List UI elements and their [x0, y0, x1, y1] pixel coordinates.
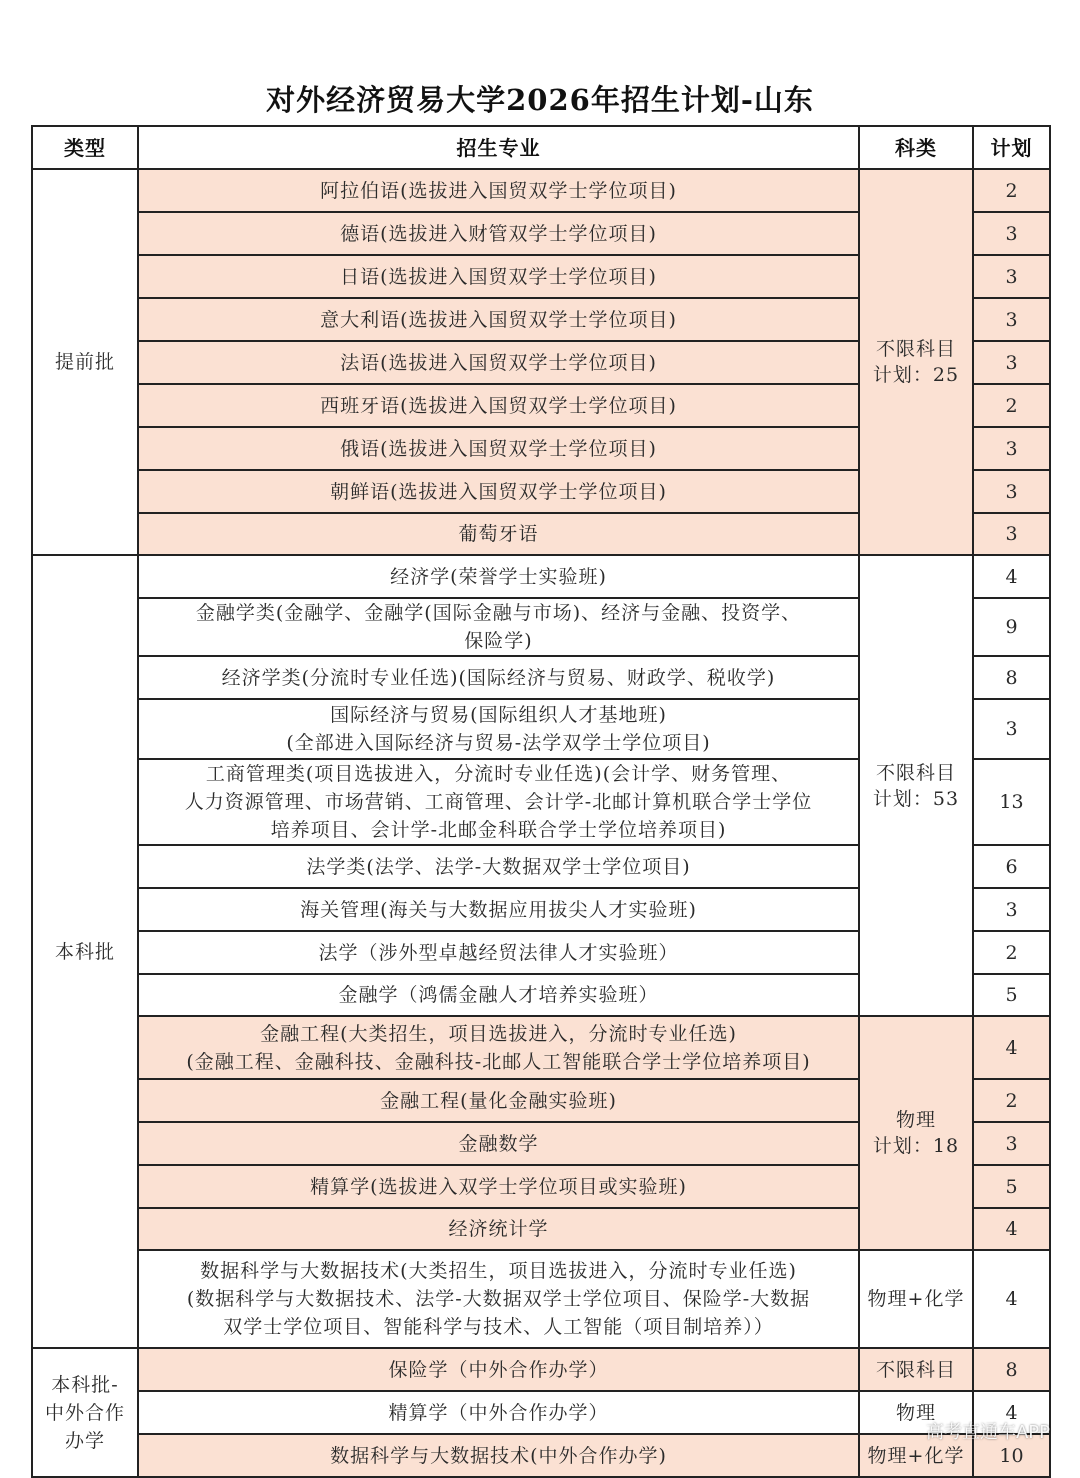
plan-cell: 2 — [973, 931, 1050, 974]
major-cell: 精算学（中外合作办学） — [138, 1391, 859, 1434]
table-header-row — [32, 126, 1050, 169]
major-cell: 法学（涉外型卓越经贸法律人才实验班） — [138, 931, 859, 974]
plan-cell: 3 — [973, 1122, 1050, 1165]
page-title: 对外经济贸易大学2026年招生计划-山东 — [266, 83, 814, 117]
major-cell: 金融工程(大类招生，项目选拔进入，分流时专业任选) (金融工程、金融科技、金融科技-北邮人工智能联合学士学位培养项目) — [138, 1016, 859, 1079]
plan-cell: 9 — [973, 598, 1050, 656]
major-cell: 阿拉伯语(选拔进入国贸双学士学位项目) — [138, 169, 859, 212]
plan-cell: 8 — [973, 1348, 1050, 1391]
plan-cell: 6 — [973, 845, 1050, 888]
table-row — [32, 555, 1050, 598]
header-subject: 科类 — [859, 126, 973, 169]
plan-cell: 13 — [973, 759, 1050, 845]
plan-cell: 2 — [973, 384, 1050, 427]
major-cell: 数据科学与大数据技术(大类招生，项目选拔进入，分流时专业任选) (数据科学与大数据技术、法学-大数据双学士学位项目、保险学-大数据 双学士学位项目、智能科学与技术、人工智能（项目制培养）） — [138, 1250, 859, 1348]
plan-cell: 3 — [973, 255, 1050, 298]
plan-cell: 3 — [973, 513, 1050, 555]
subject-cell: 不限科目 计划：53 — [859, 555, 973, 1016]
subject-cell: 物理+化学 — [859, 1434, 973, 1477]
major-cell: 俄语(选拔进入国贸双学士学位项目) — [138, 427, 859, 470]
plan-cell: 4 — [973, 1208, 1050, 1250]
plan-cell: 3 — [973, 888, 1050, 931]
plan-cell: 3 — [973, 427, 1050, 470]
table-row — [32, 1434, 1050, 1477]
group-early: 提前批 — [32, 169, 138, 555]
major-cell: 朝鲜语(选拔进入国贸双学士学位项目) — [138, 470, 859, 513]
plan-cell: 3 — [973, 298, 1050, 341]
header-plan: 计划 — [973, 126, 1050, 169]
plan-cell: 5 — [973, 974, 1050, 1016]
plan-cell: 10 — [973, 1434, 1050, 1477]
plan-cell: 4 — [973, 1391, 1050, 1434]
major-cell: 海关管理(海关与大数据应用拔尖人才实验班) — [138, 888, 859, 931]
subject-cell: 物理 — [859, 1391, 973, 1434]
plan-cell: 4 — [973, 1250, 1050, 1348]
major-cell: 经济统计学 — [138, 1208, 859, 1250]
watermark: 高考直通车APP — [925, 1422, 1050, 1443]
major-cell: 德语(选拔进入财管双学士学位项目) — [138, 212, 859, 255]
major-cell: 法语(选拔进入国贸双学士学位项目) — [138, 341, 859, 384]
major-cell: 经济学(荣誉学士实验班) — [138, 555, 859, 598]
table-row — [32, 169, 1050, 212]
major-cell: 日语(选拔进入国贸双学士学位项目) — [138, 255, 859, 298]
major-cell: 国际经济与贸易(国际组织人才基地班) (全部进入国际经济与贸易-法学双学士学位项目) — [138, 699, 859, 759]
plan-cell: 3 — [973, 470, 1050, 513]
major-cell: 葡萄牙语 — [138, 513, 859, 555]
major-cell: 金融数学 — [138, 1122, 859, 1165]
major-cell: 法学类(法学、法学-大数据双学士学位项目) — [138, 845, 859, 888]
plan-cell: 2 — [973, 169, 1050, 212]
major-cell: 金融工程(量化金融实验班) — [138, 1079, 859, 1122]
table-row — [32, 1250, 1050, 1348]
plan-cell: 8 — [973, 656, 1050, 699]
major-cell: 数据科学与大数据技术(中外合作办学) — [138, 1434, 859, 1477]
major-cell: 西班牙语(选拔进入国贸双学士学位项目) — [138, 384, 859, 427]
major-cell: 精算学(选拔进入双学士学位项目或实验班) — [138, 1165, 859, 1208]
major-cell: 金融学类(金融学、金融学(国际金融与市场)、经济与金融、投资学、 保险学) — [138, 598, 859, 656]
table-row — [32, 1348, 1050, 1391]
subject-cell: 物理+化学 — [859, 1250, 973, 1348]
header-major: 招生专业 — [138, 126, 859, 169]
subject-cell: 物理 计划：18 — [859, 1016, 973, 1250]
major-cell: 金融学（鸿儒金融人才培养实验班） — [138, 974, 859, 1016]
plan-cell: 3 — [973, 699, 1050, 759]
table-row — [32, 1016, 1050, 1079]
header-type: 类型 — [32, 126, 138, 169]
admission-plan-table — [31, 125, 1051, 1478]
plan-cell: 4 — [973, 555, 1050, 598]
plan-cell: 4 — [973, 1016, 1050, 1079]
major-cell: 保险学（中外合作办学） — [138, 1348, 859, 1391]
subject-cell: 不限科目 计划：25 — [859, 169, 973, 555]
major-cell: 意大利语(选拔进入国贸双学士学位项目) — [138, 298, 859, 341]
major-cell: 经济学类(分流时专业任选)(国际经济与贸易、财政学、税收学) — [138, 656, 859, 699]
plan-cell: 2 — [973, 1079, 1050, 1122]
subject-cell: 不限科目 — [859, 1348, 973, 1391]
table-row — [32, 1391, 1050, 1434]
plan-cell: 5 — [973, 1165, 1050, 1208]
group-cooperative: 本科批- 中外合作 办学 — [32, 1348, 138, 1477]
plan-cell: 3 — [973, 212, 1050, 255]
major-cell: 工商管理类(项目选拔进入，分流时专业任选)(会计学、财务管理、 人力资源管理、市场营销、工商管理、会计学-北邮计算机联合学士学位 培养项目、会计学-北邮金科联合学士学位培养项目) — [138, 759, 859, 845]
plan-cell: 3 — [973, 341, 1050, 384]
group-regular: 本科批 — [32, 555, 138, 1348]
